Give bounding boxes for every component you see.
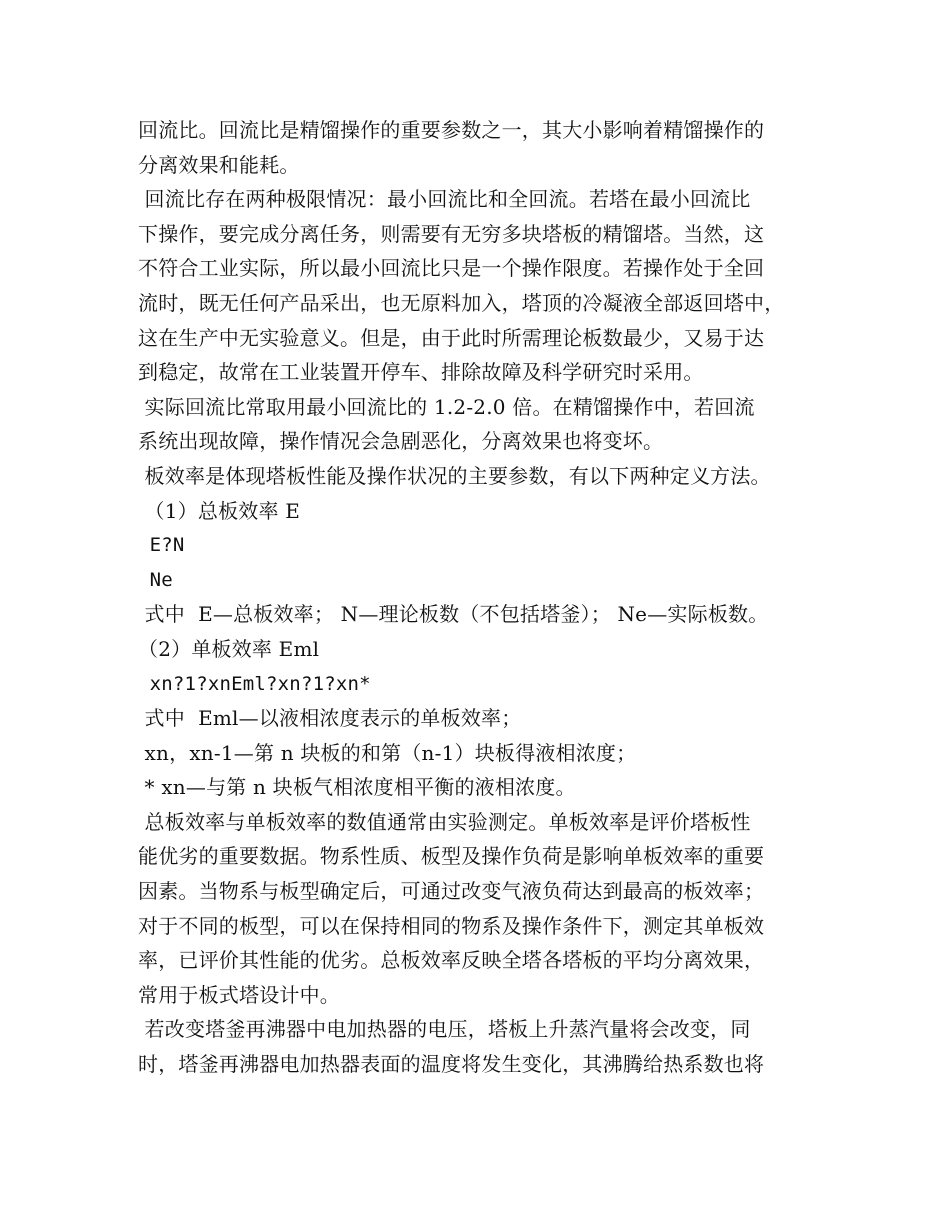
text-line: 总板效率与单板效率的数值通常由实验测定。单板效率是评价塔板性 (138, 809, 751, 834)
text-line: 因素。当物系与板型确定后，可通过改变气液负荷达到最高的板效率； (138, 879, 765, 904)
text-line: 到稳定，故常在工业装置开停车、排除故障及科学研究时采用。 (138, 360, 704, 385)
text-line: 实际回流比常取用最小回流比的 1.2-2.0 倍。在精馏操作中，若回流 (138, 394, 755, 419)
document-body (138, 113, 828, 1082)
text-line: 常用于板式塔设计中。 (138, 982, 340, 1007)
text-line: 下操作，要完成分离任务，则需要有无穷多块塔板的精馏塔。当然，这 (138, 221, 765, 246)
text-line: （1）总板效率 E (138, 498, 301, 523)
text-line: 分离效果和能耗。 (138, 152, 300, 177)
text-line: 回流比存在两种极限情况：最小回流比和全回流。若塔在最小回流比 (138, 187, 751, 212)
formula-line: xn?1?xnEml?xn?1?xn* (138, 672, 371, 695)
text-line: 系统出现故障，操作情况会急剧恶化，分离效果也将变坏。 (138, 429, 664, 454)
text-line: 对于不同的板型，可以在保持相同的物系及操作条件下，测定其单板效 (138, 913, 765, 938)
text-line: （2）单板效率 Eml (138, 636, 320, 661)
formula-line: E?N (138, 534, 185, 557)
text-line: 能优劣的重要数据。物系性质、板型及操作负荷是影响单板效率的重要 (138, 844, 765, 869)
text-line: * xn—与第 n 块板气相浓度相平衡的液相浓度。 (138, 775, 576, 800)
text-line: 时，塔釜再沸器电加热器表面的温度将发生变化，其沸腾给热系数也将 (138, 1052, 765, 1077)
text-line: 流时，既无任何产品采出，也无原料加入，塔顶的冷凝液全部返回塔中， (138, 290, 785, 315)
text-line: 率，已评价其性能的优劣。总板效率反映全塔各塔板的平均分离效果， (138, 948, 765, 973)
formula-line: Ne (138, 568, 173, 591)
text-line: 这在生产中无实验意义。但是，由于此时所需理论板数最少，又易于达 (138, 325, 765, 350)
text-line: 式中 Eml—以液相浓度表示的单板效率； (138, 706, 522, 731)
text-line: 不符合工业实际，所以最小回流比只是一个操作限度。若操作处于全回 (138, 256, 765, 281)
text-line: 回流比。回流比是精馏操作的重要参数之一，其大小影响着精馏操作的 (138, 118, 765, 142)
text-line: 板效率是体现塔板性能及操作状况的主要参数，有以下两种定义方法。 (138, 463, 771, 488)
text-line: 若改变塔釜再沸器中电加热器的电压，塔板上升蒸汽量将会改变，同 (138, 1017, 751, 1042)
text-line: xn，xn-1—第 n 块板的和第（n-1）块板得液相浓度； (138, 740, 637, 765)
text-line: 式中 E—总板效率； N—理论板数（不包括塔釜）； Ne—实际板数。 (138, 602, 769, 627)
